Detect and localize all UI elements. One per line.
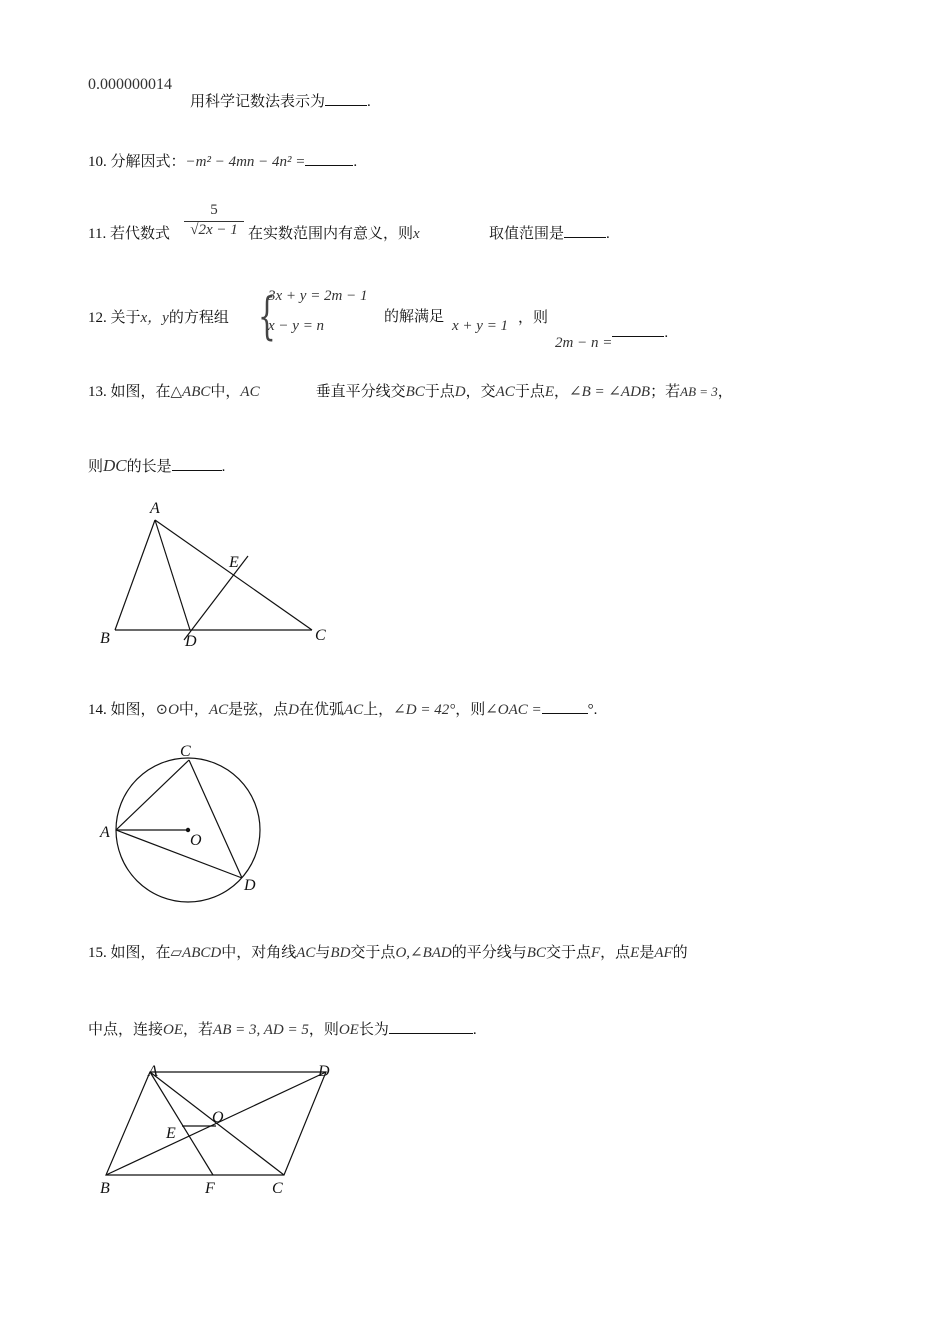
q10-end: .: [353, 154, 358, 170]
q15-line2-d: 长为: [358, 1022, 389, 1038]
q13-t6: ，: [554, 384, 570, 400]
q14-end: °.: [587, 702, 598, 718]
q12-expr: 2m − n =: [555, 335, 613, 351]
q15-line1: [88, 941, 688, 962]
q9-number: 0.000000014: [88, 76, 172, 93]
q11-var: x: [413, 226, 420, 242]
q15-end: .: [472, 1022, 477, 1038]
q13-label: 13. 如图，在: [88, 384, 171, 400]
q13-line2-b: 的长是: [126, 459, 172, 475]
q14-ask: ∠OAC =: [485, 702, 542, 718]
q13-e: E: [544, 384, 554, 400]
q15-af: AF: [654, 945, 673, 961]
q13-angle: ∠B = ∠ADB: [569, 384, 651, 400]
q15-e: E: [630, 945, 640, 961]
q13-t8: ，: [717, 384, 733, 400]
q15-label-c: C: [272, 1180, 283, 1197]
q14-t5: ，则: [455, 702, 486, 718]
q14-ac: AC: [208, 702, 229, 718]
q15-label-e: E: [166, 1125, 176, 1142]
q15-line2-c: ，则: [308, 1022, 339, 1038]
q15-t8: 的: [672, 945, 688, 961]
q14-given: ∠D = 42°: [393, 702, 456, 718]
q15-t4: 的平分线与: [451, 945, 527, 961]
q15-oe2: OE: [338, 1022, 359, 1038]
segment-ad: [155, 520, 190, 630]
q14-answer-blank: [542, 699, 588, 714]
q14-label-o: O: [190, 832, 202, 849]
q13-bc: BC: [405, 384, 425, 400]
q10-label: 10. 分解因式：: [88, 154, 186, 170]
q13-t1: 中，: [210, 384, 241, 400]
q15-oe: OE: [163, 1022, 184, 1038]
q13-label-e: E: [229, 554, 239, 571]
q15-o: O,∠BAD: [395, 945, 452, 961]
q15-t5: 交于点: [545, 945, 591, 961]
q11-numerator: 5: [210, 202, 218, 218]
q13-dc: DC: [103, 456, 127, 475]
q14-t4: 上，: [363, 702, 394, 718]
q13-label-c: C: [315, 627, 326, 644]
q12-eq2: x − y = n: [268, 318, 325, 334]
q14-label: 14. 如图，: [88, 702, 156, 718]
q13-line2-a: 则: [88, 459, 104, 475]
q12-text2: 的解满足: [384, 309, 445, 325]
q12-text1: 的方程组: [168, 310, 229, 326]
q13-end: .: [221, 459, 226, 475]
q15-t7: 是: [639, 945, 655, 961]
q13-d: D: [454, 384, 466, 400]
q15-t6: ，点: [600, 945, 631, 961]
q14-t2: 是弦，点: [228, 702, 289, 718]
q15-label-a: A: [148, 1063, 158, 1080]
q13-ac: AC: [240, 384, 260, 400]
segment-ab: [115, 520, 155, 630]
q15-parallelogram: ▱ABCD: [170, 945, 222, 961]
q15-label: 15. 如图，在: [88, 945, 171, 961]
q11-end: .: [606, 226, 610, 242]
q13-t7: ；若: [650, 384, 681, 400]
q13-triangle: △ABC: [170, 384, 211, 400]
q15-label-f: F: [205, 1180, 215, 1197]
q15-label-b: B: [100, 1180, 110, 1197]
q15-t1: 中，对角线: [221, 945, 297, 961]
q15-t3: 交于点: [350, 945, 396, 961]
q14-circle: ⊙O: [155, 702, 179, 718]
bisector-af: [150, 1072, 213, 1175]
q13-ac2: AC: [495, 384, 515, 400]
q11-tail-text: 取值范围是: [489, 226, 565, 242]
q11-mid-text: 在实数范围内有意义，则: [248, 226, 414, 242]
q12-vars: x，y: [140, 310, 169, 326]
q9-text-label: 用科学记数法表示为: [190, 94, 326, 110]
q14-d: D: [288, 702, 299, 718]
q12-text3: ，则: [518, 310, 549, 326]
q13-t2: 垂直平分线交: [315, 384, 406, 400]
q14-label-c: C: [180, 743, 191, 760]
q13-label-a: A: [150, 500, 160, 517]
q14-t1: 中，: [178, 702, 209, 718]
q15-ac: AC: [296, 945, 316, 961]
q12-brace: {: [258, 286, 276, 346]
q15-label-o: O: [212, 1109, 224, 1126]
q9-end: .: [367, 94, 371, 110]
q13-label-b: B: [100, 630, 110, 647]
q12-cond: x + y = 1: [452, 318, 509, 334]
q15-f: F: [590, 945, 601, 961]
q14-label-a: A: [100, 824, 110, 841]
q10-expr: −m² − 4mn − 4n² =: [185, 154, 306, 170]
q14-line: [88, 698, 597, 719]
q12-eq1: 3x + y = 2m − 1: [268, 288, 368, 304]
q13-label-d: D: [185, 633, 197, 650]
q15-t2: 与: [315, 945, 331, 961]
q13-t3: 于点: [424, 384, 455, 400]
q15-answer-blank: [389, 1019, 473, 1034]
q14-t3: 在优弧: [298, 702, 344, 718]
q15-given: AB = 3, AD = 5: [213, 1022, 309, 1038]
q12-label-text: 12. 关于: [88, 310, 141, 326]
chord-ac: [116, 760, 189, 830]
q15-line2-b: ，若: [183, 1022, 214, 1038]
q11-denominator: √2x − 1: [184, 221, 244, 239]
q15-line2-a: 中点，连接: [88, 1022, 164, 1038]
q13-figure: [115, 520, 312, 640]
q15-line2: [88, 1018, 477, 1039]
q12-end: .: [664, 325, 669, 341]
q15-bd: BD: [330, 945, 351, 961]
q14-ac2: AC: [343, 702, 364, 718]
q11-label: 11. 若代数式: [88, 226, 170, 242]
q13-t4: ，交: [465, 384, 496, 400]
q13-ab: AB = 3: [680, 384, 718, 399]
q15-bc: BC: [526, 945, 546, 961]
q14-label-d: D: [244, 877, 256, 894]
q13-t5: 于点: [514, 384, 545, 400]
q15-label-d: D: [318, 1063, 330, 1080]
